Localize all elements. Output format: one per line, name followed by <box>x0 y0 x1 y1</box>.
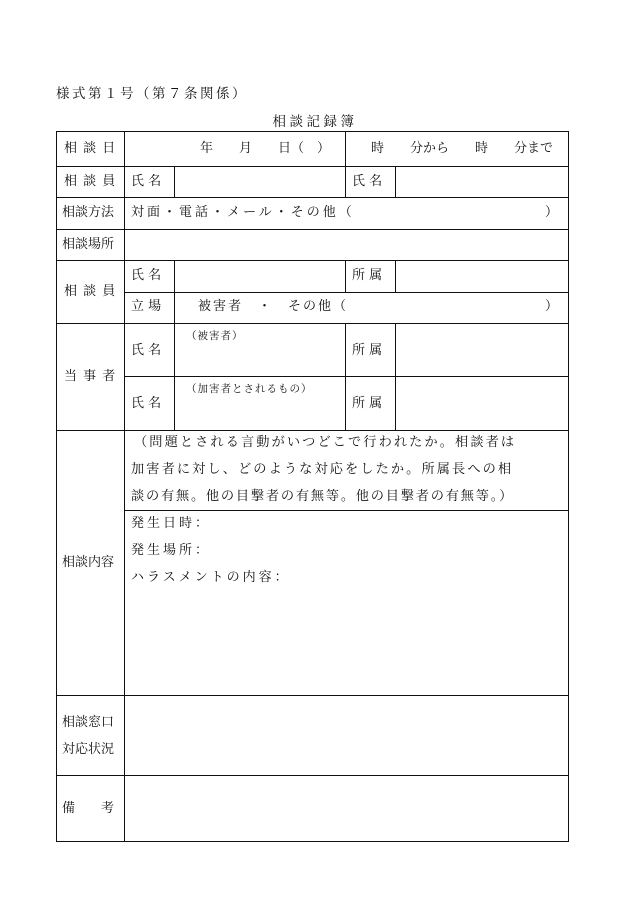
consultee-name-input[interactable] <box>176 261 344 291</box>
consultee-label: 相 談 員 <box>64 284 117 299</box>
perpetrator-name-input[interactable] <box>176 399 344 429</box>
content-input-area[interactable] <box>126 590 567 694</box>
date-field[interactable]: 年 月 日（ ） <box>200 141 331 156</box>
victim-affiliation-label: 所 属 <box>352 343 383 358</box>
consultant-name-label-2: 氏 名 <box>352 174 383 189</box>
victim-name-label: 氏 名 <box>131 343 162 358</box>
desk-label-line-2: 対応状況 <box>62 742 115 757</box>
consultant-name-label-1: 氏 名 <box>131 174 162 189</box>
place-input[interactable] <box>126 230 567 259</box>
desk-label-line-1: 相談窓口 <box>62 715 115 730</box>
content-guide-line-2: 加害者に対し、どのような対応をしたか。所属長への相 <box>131 462 514 477</box>
parties-label: 当 事 者 <box>64 369 117 384</box>
consultee-position-options[interactable]: 被害者 ・ その他（ <box>198 299 349 314</box>
consultee-affiliation-label: 所 属 <box>352 268 383 283</box>
consultee-affiliation-input[interactable] <box>397 261 567 291</box>
perpetrator-note: （加害者とされるもの） <box>186 383 313 395</box>
occurrence-datetime-label: 発生日時： <box>131 516 212 531</box>
method-options[interactable]: 対面・電話・メール・その他（ <box>131 205 355 220</box>
remarks-label: 備 考 <box>62 801 115 816</box>
victim-name-input[interactable] <box>176 345 344 375</box>
date-label: 相 談 日 <box>64 141 117 156</box>
victim-note: （被害者） <box>186 330 244 342</box>
perpetrator-name-label: 氏 名 <box>131 396 162 411</box>
perpetrator-affiliation-input[interactable] <box>397 377 567 429</box>
perpetrator-affiliation-label: 所 属 <box>352 396 383 411</box>
form-number: 様式第１号（第７条関係） <box>56 86 248 102</box>
consultee-position-close-paren: ） <box>545 299 559 314</box>
content-guide-line-1: （問題とされる言動がいつどこで行われたか。相談者は <box>134 435 517 450</box>
harassment-content-label: ハラスメントの内容： <box>131 570 291 585</box>
occurrence-place-label: 発生場所： <box>131 543 212 558</box>
method-label: 相談方法 <box>62 205 115 220</box>
remarks-input-area[interactable] <box>126 776 567 840</box>
time-field[interactable]: 時 分から 時 分まで <box>371 141 554 156</box>
victim-affiliation-input[interactable] <box>397 324 567 375</box>
desk-input-area[interactable] <box>126 696 567 774</box>
consultant-name-input-2[interactable] <box>397 167 567 196</box>
consultee-position-label: 立 場 <box>131 299 162 314</box>
content-label: 相談内容 <box>62 555 115 570</box>
document-title: 相談記録簿 <box>272 114 358 130</box>
consultant-name-input-1[interactable] <box>176 167 344 196</box>
method-close-paren: ） <box>545 205 559 220</box>
consultant-label: 相 談 員 <box>64 174 117 189</box>
content-guide-line-3: 談の有無。他の目撃者の有無等。他の目撃者の有無等。） <box>131 489 515 504</box>
place-label: 相談場所 <box>62 237 115 252</box>
consultee-name-label: 氏 名 <box>131 268 162 283</box>
